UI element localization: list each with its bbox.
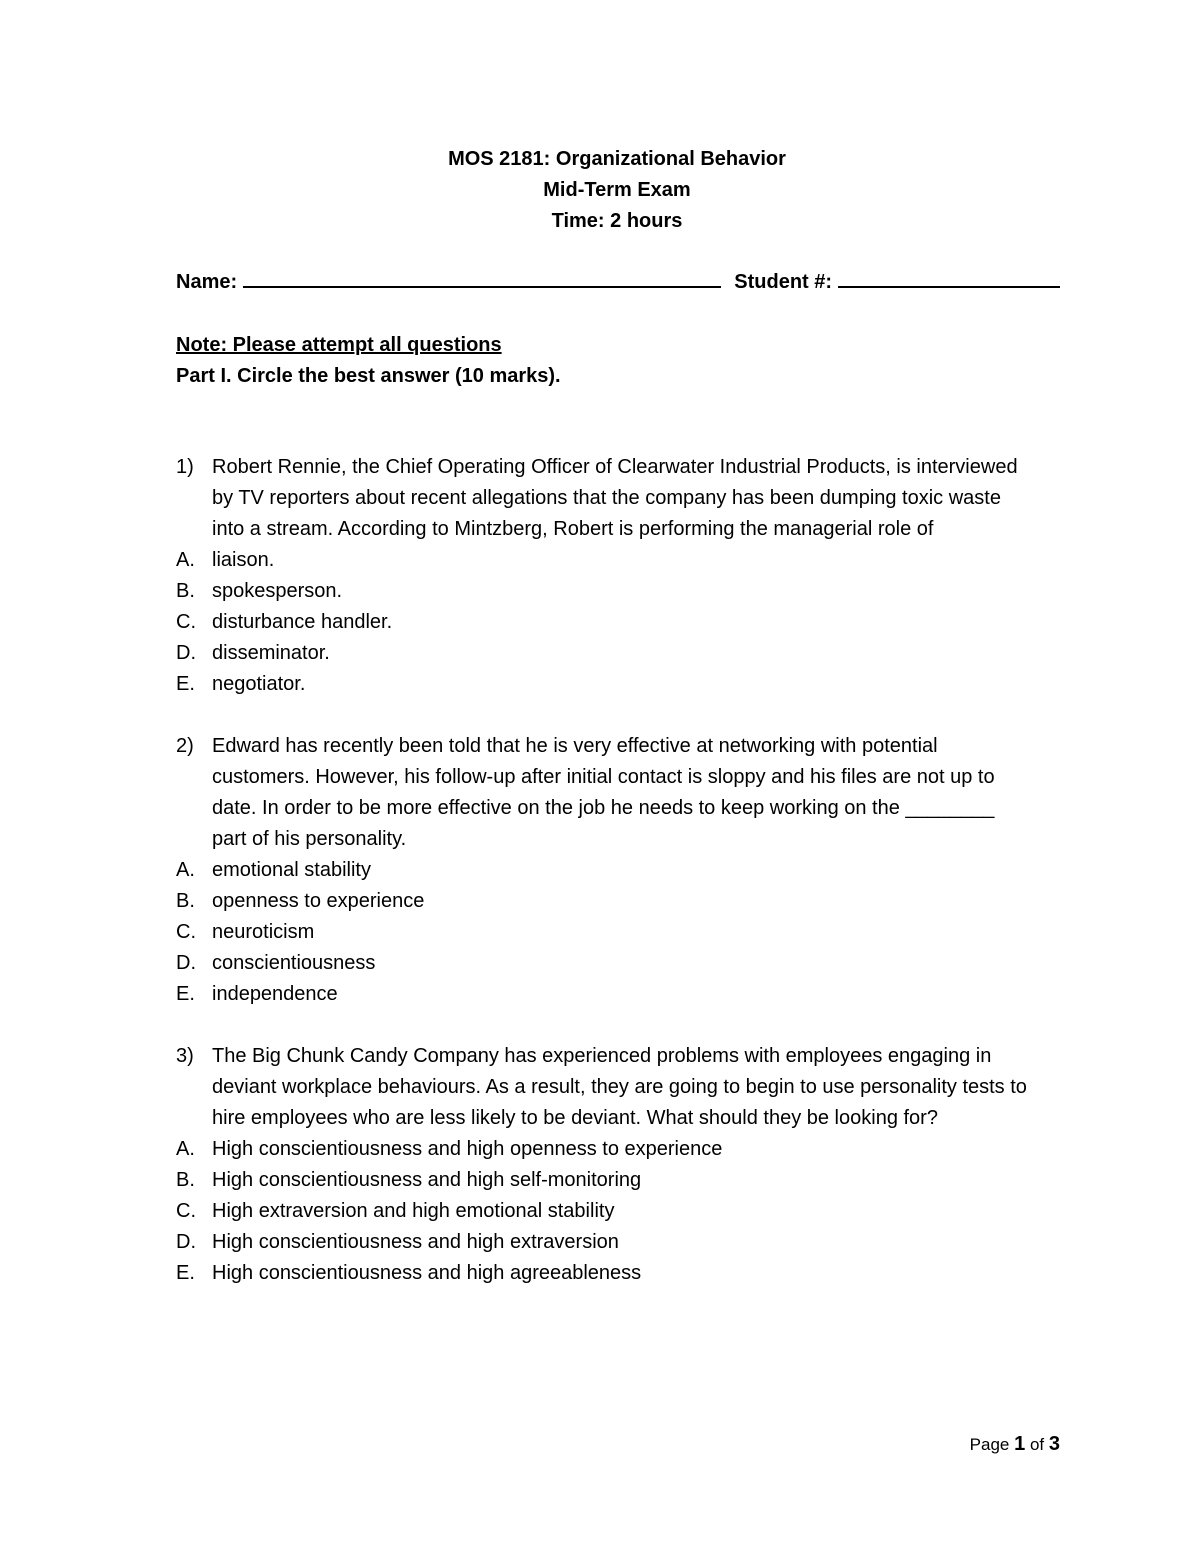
answer-option[interactable] [176, 576, 1066, 607]
answer-option[interactable] [176, 948, 1066, 979]
question-text: Edward has recently been told that he is very effective at networking with potential customers. However, his follow-up after initial contact is sloppy and his files are not up to date. In order to be more effective on the job he needs to keep working on the ________ part of his personality. [212, 735, 995, 850]
answer-option[interactable] [176, 917, 1066, 948]
option-text: openness to experience [212, 890, 425, 912]
answer-option[interactable] [176, 1134, 1066, 1165]
option-text: High extraversion and high emotional stability [212, 1200, 615, 1222]
question-3 [176, 1041, 1066, 1289]
question-number: 2) [176, 735, 194, 757]
answer-option[interactable] [176, 638, 1066, 669]
option-letter: D. [176, 952, 196, 974]
name-blank-line[interactable] [243, 268, 721, 288]
student-number-blank-line[interactable] [838, 268, 1060, 288]
page-label: Page [969, 1435, 1010, 1454]
option-letter: A. [176, 1138, 195, 1160]
answer-option[interactable] [176, 979, 1066, 1010]
page-total: 3 [1048, 1433, 1060, 1455]
question-number: 3) [176, 1045, 194, 1067]
option-text: spokesperson. [212, 580, 343, 602]
option-text: disturbance handler. [212, 611, 393, 633]
question-number: 1) [176, 456, 194, 478]
answer-option[interactable] [176, 607, 1066, 638]
exam-title: Mid-Term Exam [543, 179, 691, 201]
option-text: emotional stability [212, 859, 371, 881]
option-letter: E. [176, 673, 195, 695]
option-letter: C. [176, 921, 196, 943]
answer-option[interactable] [176, 1227, 1066, 1258]
course-title: MOS 2181: Organizational Behavior [448, 148, 786, 170]
part-heading: Part I. Circle the best answer (10 marks). [176, 365, 561, 387]
option-text: High conscientiousness and high agreeableness [212, 1262, 642, 1284]
option-text: disseminator. [212, 642, 330, 664]
note-text: Note: Please attempt all questions [176, 334, 502, 356]
question-2 [176, 731, 1066, 1010]
option-letter: C. [176, 611, 196, 633]
exam-time: Time: 2 hours [551, 210, 683, 232]
question-text: The Big Chunk Candy Company has experienced problems with employees engaging in deviant workplace behaviours. As a result, they are going to begin to use personality tests to hire employees who are less likely to be deviant. What should they be looking for? [212, 1045, 1027, 1129]
answer-option[interactable] [176, 1165, 1066, 1196]
option-letter: D. [176, 642, 196, 664]
option-letter: E. [176, 983, 195, 1005]
name-label: Name: [176, 271, 238, 293]
answer-option[interactable] [176, 545, 1066, 576]
answer-option[interactable] [176, 855, 1066, 886]
exam-header [0, 144, 1200, 237]
answer-option[interactable] [176, 1258, 1066, 1289]
option-letter: A. [176, 859, 195, 881]
option-text: High conscientiousness and high extraversion [212, 1231, 619, 1253]
instructions [176, 330, 561, 392]
option-letter: E. [176, 1262, 195, 1284]
page-footer [960, 1430, 1060, 1459]
answer-option[interactable] [176, 1196, 1066, 1227]
option-text: High conscientiousness and high self-monitoring [212, 1169, 642, 1191]
option-text: negotiator. [212, 673, 306, 695]
question-list [176, 452, 1066, 1320]
question-text: Robert Rennie, the Chief Operating Officer of Clearwater Industrial Products, is interviewed by TV reporters about recent allegations that the company has been dumping toxic waste into a stream. According to Mintzberg, Robert is performing the managerial role of [212, 456, 1018, 540]
answer-option[interactable] [176, 886, 1066, 917]
option-letter: A. [176, 549, 195, 571]
page-number: 1 [1014, 1433, 1026, 1455]
option-text: High conscientiousness and high openness to experience [212, 1138, 723, 1160]
question-1 [176, 452, 1066, 700]
of-label: of [1029, 1435, 1045, 1454]
option-letter: B. [176, 890, 195, 912]
student-number-label: Student #: [734, 271, 833, 293]
option-letter: B. [176, 1169, 195, 1191]
student-info-fields [176, 268, 1066, 296]
option-text: independence [212, 983, 338, 1005]
option-letter: B. [176, 580, 195, 602]
option-letter: D. [176, 1231, 196, 1253]
option-text: conscientiousness [212, 952, 376, 974]
option-text: neuroticism [212, 921, 315, 943]
option-letter: C. [176, 1200, 196, 1222]
answer-option[interactable] [176, 669, 1066, 700]
option-text: liaison. [212, 549, 275, 571]
